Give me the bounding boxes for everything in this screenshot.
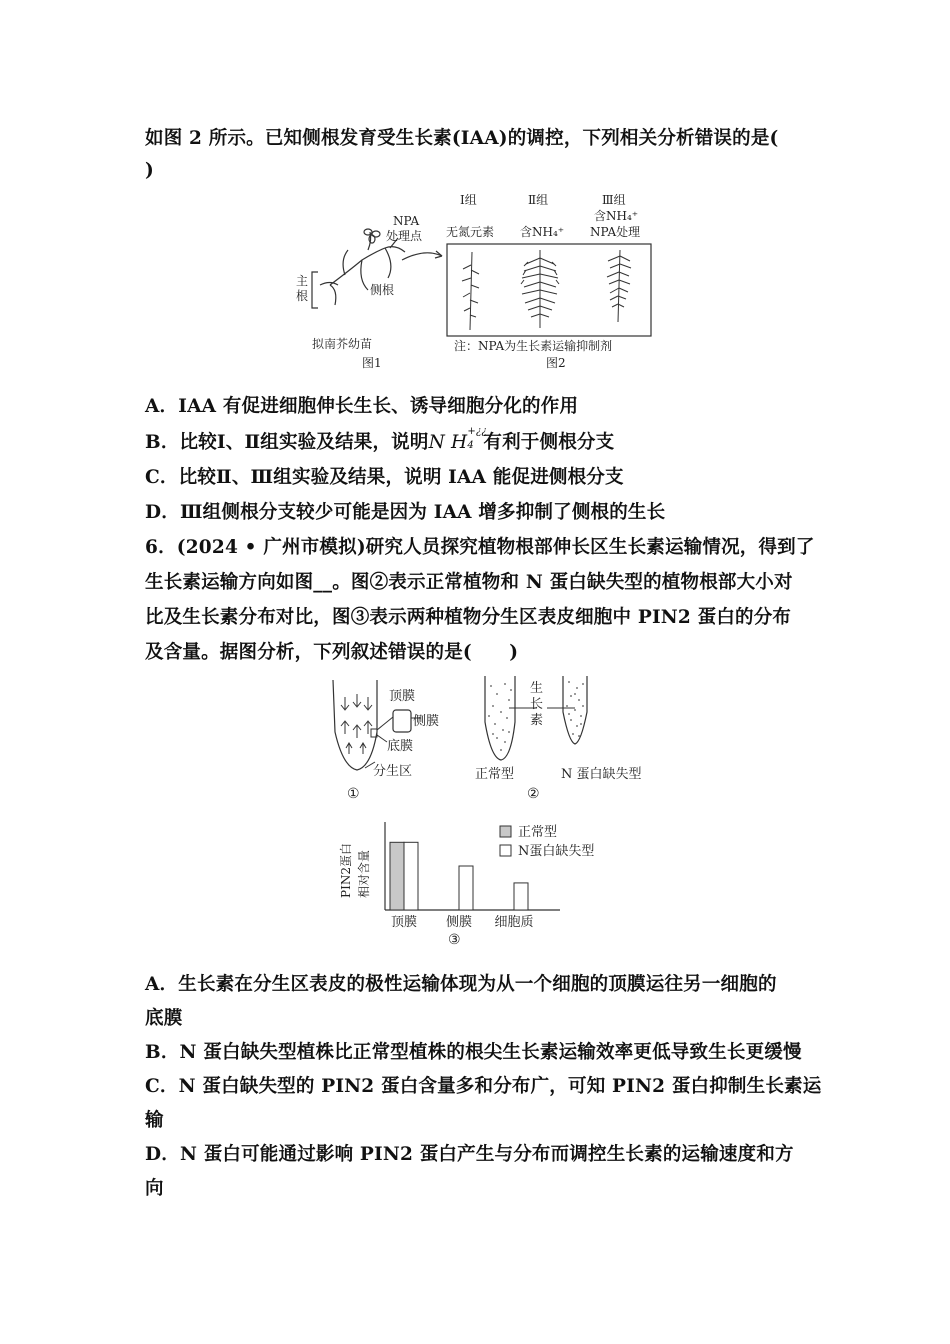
group2-sub: 含NH₄⁺: [520, 225, 565, 239]
label-auxin-3: 素: [530, 713, 544, 728]
label-auxin-1: 生: [530, 681, 544, 696]
normal-root-outline: [485, 676, 515, 760]
q5-stem-line1: 如图 2 所示。已知侧根发育受生长素(IAA)的调控，下列相关分析错误的是(: [145, 128, 779, 149]
nh4-sup: +¿¿: [467, 426, 488, 437]
arrow: [402, 253, 442, 260]
q5-option-d: D．Ⅲ组侧根分支较少可能是因为 IAA 增多抑制了侧根的生长: [145, 502, 666, 523]
x-tick-label: 顶膜: [390, 915, 418, 930]
q5-option-c: C．比较Ⅱ、Ⅲ组实验及结果，说明 IAA 能促进侧根分支: [145, 467, 624, 488]
bar-0-1: [404, 842, 418, 910]
bar-1-1: [459, 866, 473, 910]
label-circle-1: ①: [347, 786, 360, 802]
q6-stem-line3: 比及生长素分布对比，图③表示两种植物分生区表皮细胞中 PIN2 蛋白的分布: [145, 607, 792, 628]
fig2-label: 图2: [546, 356, 566, 370]
group3-title: Ⅲ组: [602, 193, 626, 207]
q6-option-c-line1: C．N 蛋白缺失型的 PIN2 蛋白含量多和分布广，可知 PIN2 蛋白抑制生长素运: [145, 1076, 822, 1097]
q6-option-c-line2: 输: [145, 1110, 164, 1131]
q6-option-d-line2: 向: [145, 1178, 164, 1199]
cell-box: [393, 710, 411, 732]
figure-1-2: [290, 190, 670, 375]
root-group3: [607, 250, 631, 322]
label-normal: 正常型: [475, 767, 515, 782]
nh4-base: N H: [428, 432, 468, 453]
fig1-label: 图1: [362, 356, 382, 370]
bar-0-0: [390, 842, 404, 910]
root-tip-outline: [333, 680, 377, 770]
seedling-label: 拟南芥幼苗: [312, 337, 373, 351]
q5-option-b: [145, 428, 614, 454]
q6-option-a-line1: A．生长素在分生区表皮的极性运输体现为从一个细胞的顶膜运往另一细胞的: [145, 974, 777, 995]
label-side-membrane: 侧膜: [413, 714, 440, 729]
q6-stem-line2: 生长素运输方向如图__。图②表示正常植物和 N 蛋白缺失型的植物根部大小对: [145, 572, 793, 593]
nh4-sub: 4: [467, 440, 474, 451]
q5-option-b-suffix: 有利于侧根分支: [483, 432, 615, 453]
fig2-frame: [447, 244, 651, 336]
label-circle-3: ③: [448, 932, 461, 948]
root-group2: [521, 250, 559, 328]
npa-label-1: NPA: [393, 214, 420, 228]
fig2-note: 注：NPA为生长素运输抑制剂: [454, 339, 613, 353]
x-tick-label: 细胞质: [494, 915, 534, 930]
y-axis-label-1: PIN2蛋白: [339, 843, 353, 898]
main-root-label-1: 主: [296, 274, 309, 288]
pin2-bar-chart: [330, 810, 630, 950]
group2-title: Ⅱ组: [528, 193, 549, 207]
group1-sub: 无氮元素: [446, 225, 495, 239]
q5-option-a: A．IAA 有促进细胞伸长生长、诱导细胞分化的作用: [145, 396, 579, 417]
group1-title: Ⅰ组: [460, 193, 477, 207]
label-meristem: 分生区: [373, 764, 413, 779]
label-bottom-membrane: 底膜: [387, 739, 414, 754]
figure-1-2-q6: [325, 672, 645, 807]
label-top-membrane: 顶膜: [389, 689, 416, 704]
lateral-root-label: 侧根: [370, 283, 395, 297]
group3-sub1: 含NH₄⁺: [594, 209, 639, 223]
nh4-formula: [428, 426, 488, 453]
legend-swatch: [500, 845, 511, 856]
label-auxin-2: 长: [530, 697, 544, 712]
q6-option-b: B．N 蛋白缺失型植株比正常型植株的根尖生长素运输效率更低导致生长更缓慢: [145, 1042, 802, 1063]
label-circle-2: ②: [527, 786, 540, 802]
q6-option-a-line2: 底膜: [145, 1008, 183, 1029]
main-root-label-2: 根: [296, 289, 309, 303]
legend-label: N蛋白缺失型: [518, 844, 595, 859]
q5-option-b-prefix: B．比较Ⅰ、Ⅱ组实验及结果，说明: [145, 432, 429, 453]
x-tick-label: 侧膜: [445, 915, 473, 930]
legend-swatch: [500, 826, 511, 837]
q6-stem-line1: 6．(2024 • 广州市模拟)研究人员探究植物根部伸长区生长素运输情况，得到了: [145, 537, 815, 558]
auxin-arrows: [341, 694, 372, 754]
q5-stem-line2: ): [145, 160, 154, 181]
bar-2-1: [514, 883, 528, 910]
npa-label-2: 处理点: [386, 229, 423, 243]
legend-label: 正常型: [518, 825, 558, 840]
group3-sub2: NPA处理: [590, 225, 641, 239]
q6-stem-line4: 及含量。据图分析，下列叙述错误的是( ): [145, 642, 519, 663]
y-axis-label-2: 相对含量: [357, 849, 371, 898]
label-n-missing: N 蛋白缺失型: [561, 767, 642, 782]
root-group1: [462, 252, 479, 330]
q6-option-d-line1: D．N 蛋白可能通过影响 PIN2 蛋白产生与分布而调控生长素的运输速度和方: [145, 1144, 794, 1165]
